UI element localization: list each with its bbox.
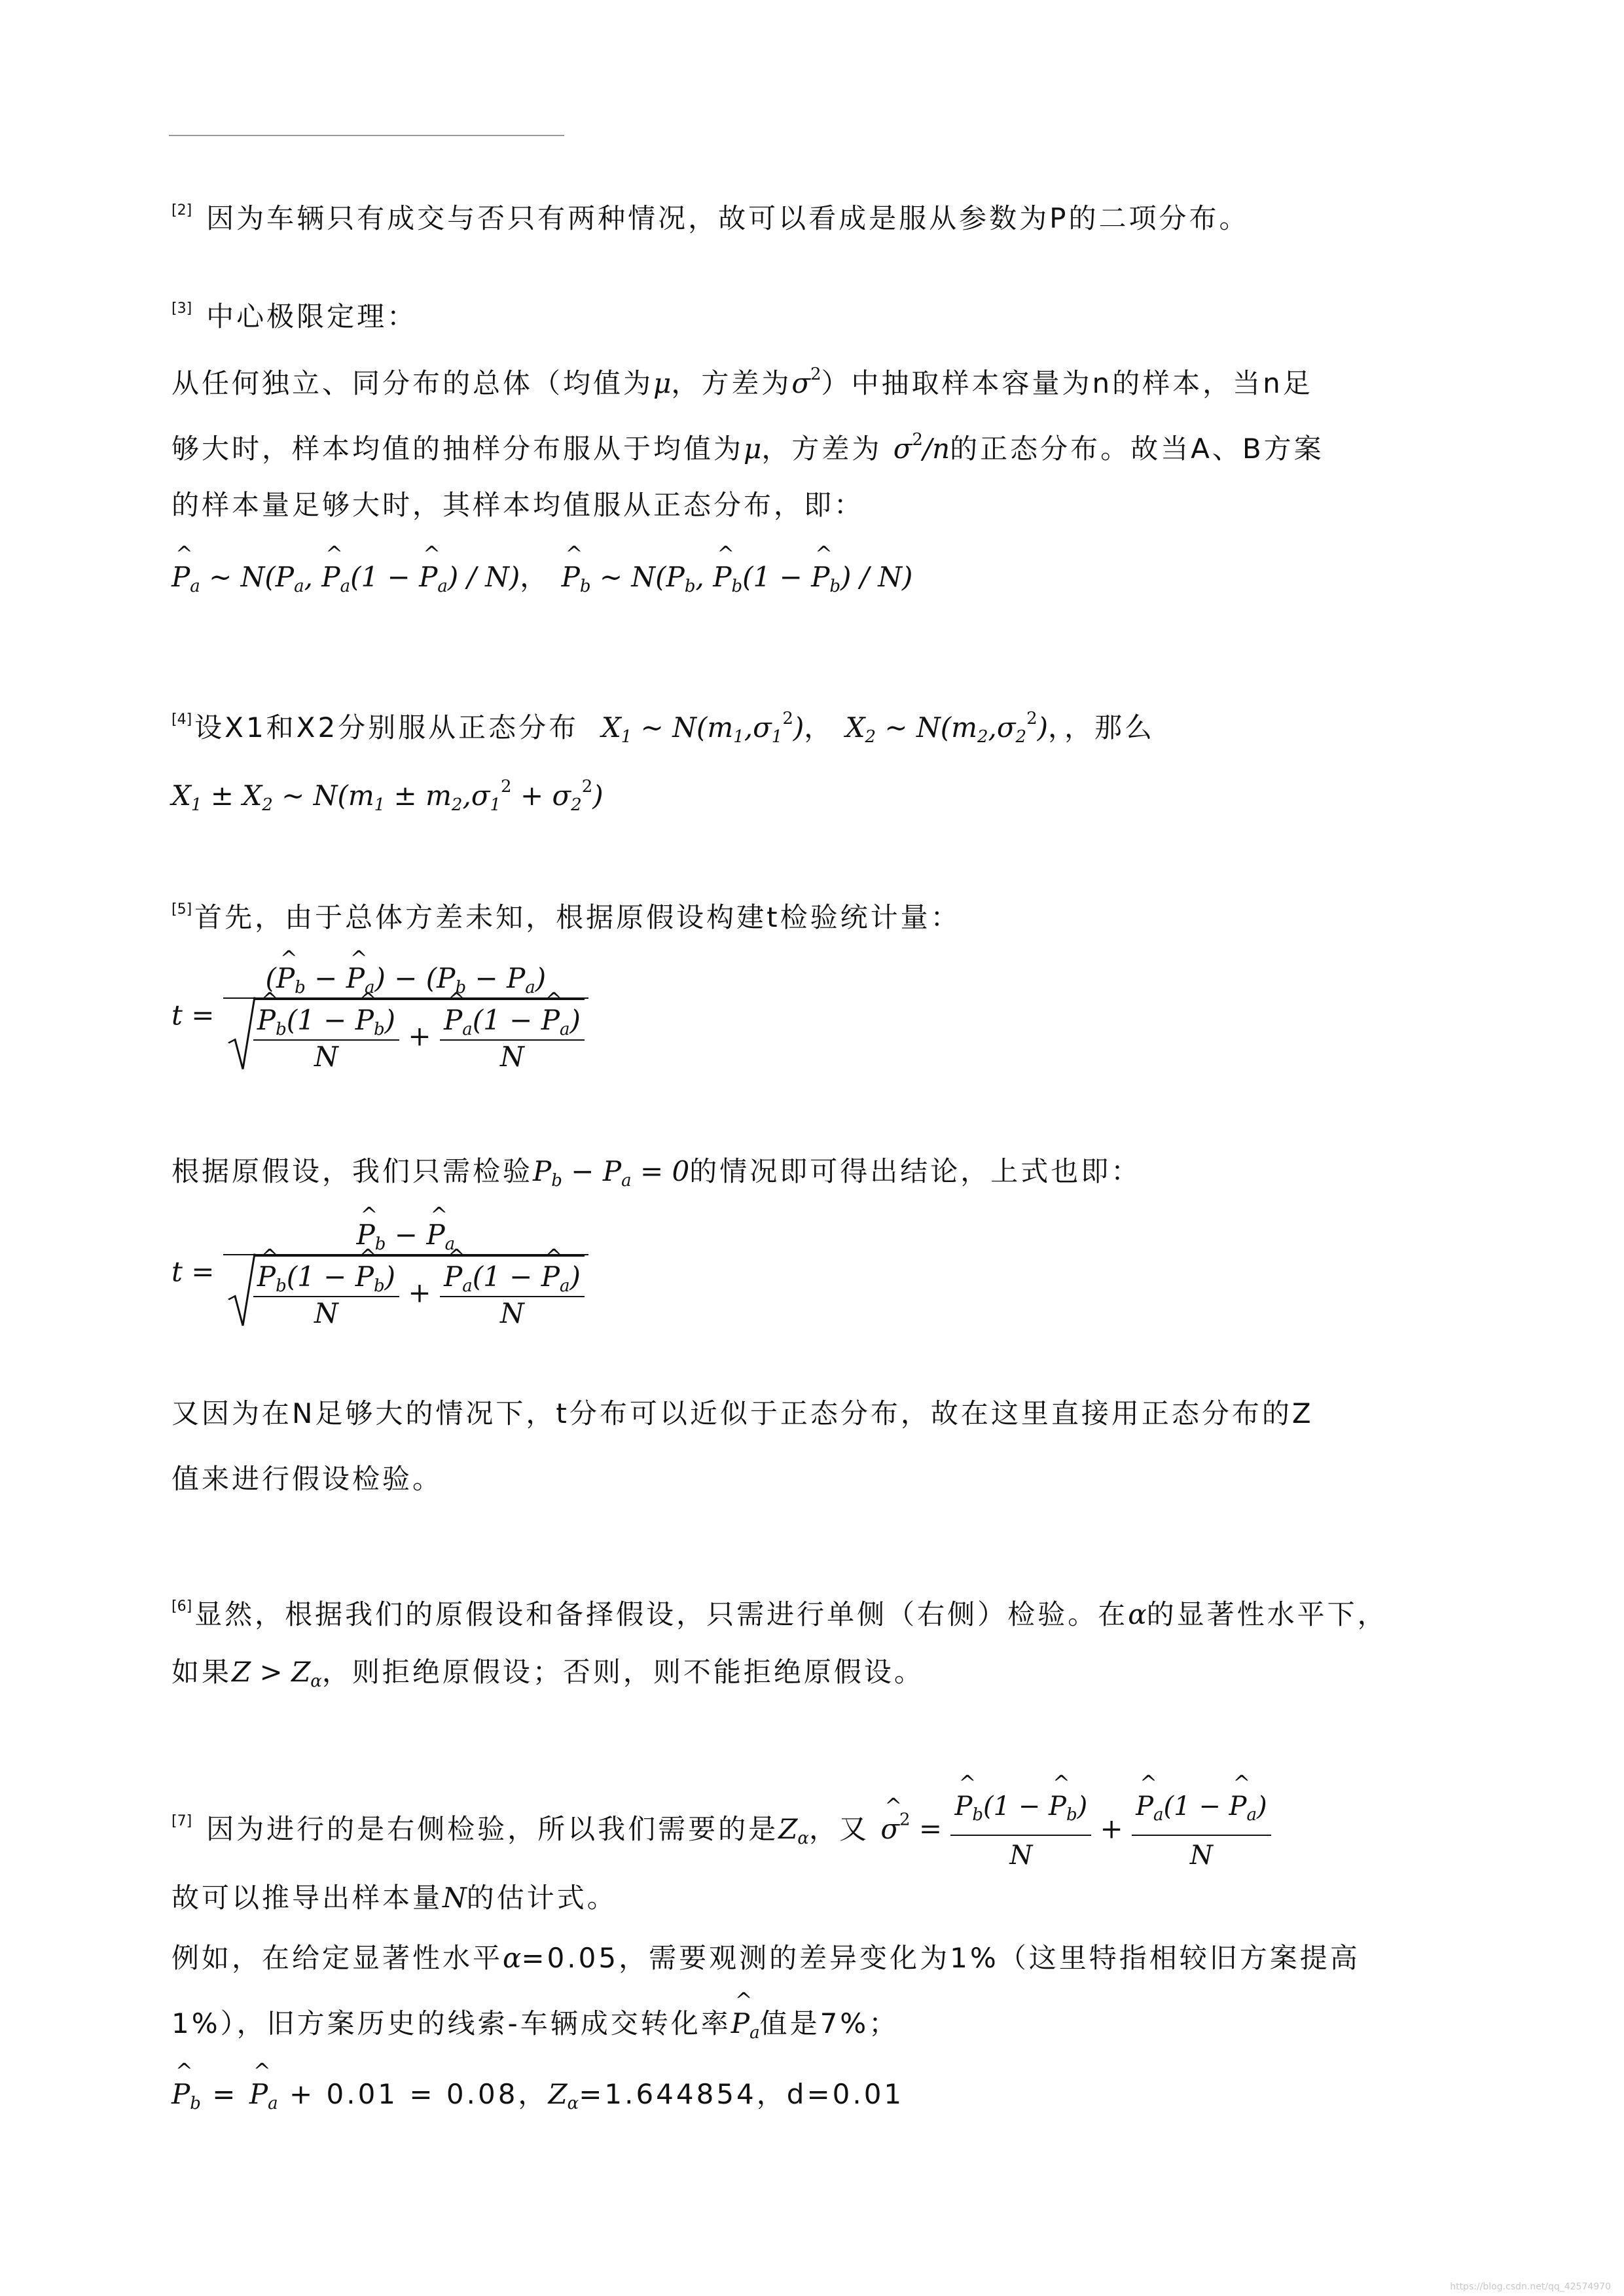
footnote-title: 中心极限定理： — [206, 300, 418, 332]
math-mu: μ — [653, 367, 672, 399]
math-n: N — [442, 1882, 467, 1914]
math-pa-distribution: ^ $P_a$ ~ $N(P_a$, ^ $P_a(1$ − ^ $P_a) / N$) — [171, 561, 520, 593]
footnote-7-line1: [7] 因为进行的是右侧检验，所以我们需要的是$Z_\alpha$，又 ^ $\sigma^2$ = ^ $\frac{P_b(1 - \^{} P_b)}{N}$ + ^ $\frac{P_a(1 - \^{} P_a)}{N}$ — [171, 1787, 1271, 1875]
math-pb-hat: ^ $P_b$ — [171, 2078, 201, 2110]
footnote-7-line3: 例如，在给定显著性水平α=0.05，需要观测的差异变化为1%（这里特指相较旧方案提高 — [171, 1942, 1360, 1974]
math-pb-minus-pa-zero: $P_b - P_a = 0$ — [533, 1155, 690, 1191]
math-sigma-squared: $\sigma^2$ — [791, 365, 821, 399]
footnote-5-line1: [5]首先，由于总体方差未知，根据原假设构建t检验统计量： — [171, 901, 961, 933]
math-pb-distribution: ^ $P_b$ ~ $N(P_b$, ^ $P_b(1$ − ^ $P_b) / N$) — [562, 561, 913, 593]
footnote-text: 因为车辆只有成交与否只有两种情况，故可以看成是服从参数为P的二项分布。 — [206, 202, 1250, 234]
math-alpha: α — [1128, 1598, 1147, 1630]
t-statistic-formula-1: t = (^ $P_b$ − ^ $P_a) - (P_b - P_a)$ ^ $\frac{P_b(1 - \^{} P_b)}{N}$ + ^ $\frac{P_a(1 - \^{} P_a)}{N}$ — [171, 962, 588, 1073]
footnote-7-line4: 1%），旧方案历史的线索-车辆成交转化率^ $P_a$值是7%； — [171, 2004, 899, 2053]
footnote-3-formula: ^ $P_a$ ~ $N(P_a$, ^ $P_a(1$ − ^ $P_a) / N$)， ^ $P_b$ ~ $N(P_b$, ^ $P_b(1$ − ^ $P_b) / N$) — [171, 558, 912, 606]
footnote-marker: [7] — [171, 1813, 192, 1829]
watermark: https://blog.csdn.net/qq_42574970 — [1450, 2282, 1611, 2292]
math-z-greater-z-alpha: $Z > Z_\alpha$ — [232, 1656, 322, 1691]
math-z-alpha: $Z_\alpha$ — [778, 1813, 809, 1848]
footnote-marker: [2] — [171, 202, 192, 219]
math-x2-distribution: $X_2$ ~ $N(m_2,\sigma_2^2)$ — [845, 709, 1048, 747]
math-sigma-hat-formula: ^ $\sigma^2$ = ^ $\frac{P_b(1 - \^{} P_b)}{N}$ + ^ $\frac{P_a(1 - \^{} P_a)}{N}$ — [880, 1787, 1271, 1875]
footnote-2 — [171, 191, 1250, 238]
footnote-4-formula — [171, 767, 604, 825]
footnote-marker: [5] — [171, 901, 192, 918]
t-statistic-formula-2: t = ^ $P_b$ − ^ $P_a$ ^ $\frac{P_b(1 - \^{} P_b)}{N}$ + ^ $\frac{P_a(1 - \^{} P_a)}{N}$ — [171, 1219, 588, 1329]
math-pa-hat: ^ $P_a$ — [731, 2007, 760, 2039]
footnote-3-title — [171, 289, 417, 336]
footnote-3-line2: 够大时，样本均值的抽样分布服从于均值为μ，方差为 $\sigma^2/n$的正态分布。故当A、B方案 — [171, 430, 1324, 465]
footnote-3-line1: 从任何独立、同分布的总体（均值为μ，方差为$\sigma^2$）中抽取样本容量为n的样本，当n足 — [171, 365, 1313, 399]
footnote-marker: [6] — [171, 1598, 192, 1615]
footnote-4-line1: [4]设X1和X2分别服从正态分布 $X_1$ ~ $N(m_1,\sigma_1^2)$， $X_2$ ~ $N(m_2,\sigma_2^2)$，，那么 — [171, 709, 1155, 747]
footnote-marker: [4] — [171, 711, 192, 728]
footnote-5-line3: 又因为在N足够大的情况下，t分布可以近似于正态分布，故在这里直接用正态分布的Z — [171, 1397, 1314, 1429]
math-x1-plusminus-x2: $X_1 \pm X_2$ ~ $N(m_1 \pm m_2,\sigma_1^2 + \sigma_2^2)$ — [171, 777, 604, 815]
footnote-separator — [169, 135, 564, 136]
math-sigma2-over-n: $\sigma^2/n$ — [893, 430, 950, 465]
footnote-marker: [3] — [171, 300, 192, 317]
footnote-7-line5: ^ $P_b$ = ^ $P_a + 0.01 = 0.08$，$Z_\alpha=1.644854$，d=0.01 — [171, 2075, 904, 2123]
footnote-3-line3: 的样本量足够大时，其样本均值服从正态分布，即： — [171, 489, 865, 521]
footnote-6-line2: 如果$Z > Z_\alpha$，则拒绝原假设；否则，则不能拒绝原假设。 — [171, 1656, 924, 1691]
footnote-5-line4: 值来进行假设检验。 — [171, 1463, 443, 1495]
footnote-7-line2: 故可以推导出样本量N的估计式。 — [171, 1882, 617, 1914]
footnote-6-line1: [6]显然，根据我们的原假设和备择假设，只需进行单侧（右侧）检验。在α的显著性水平下， — [171, 1598, 1388, 1630]
math-x1-distribution: $X_1$ ~ $N(m_1,\sigma_1^2)$ — [601, 709, 804, 747]
footnote-5-line2: 根据原假设，我们只需检验$P_b - P_a = 0$的情况即可得出结论，上式也即： — [171, 1155, 1142, 1191]
